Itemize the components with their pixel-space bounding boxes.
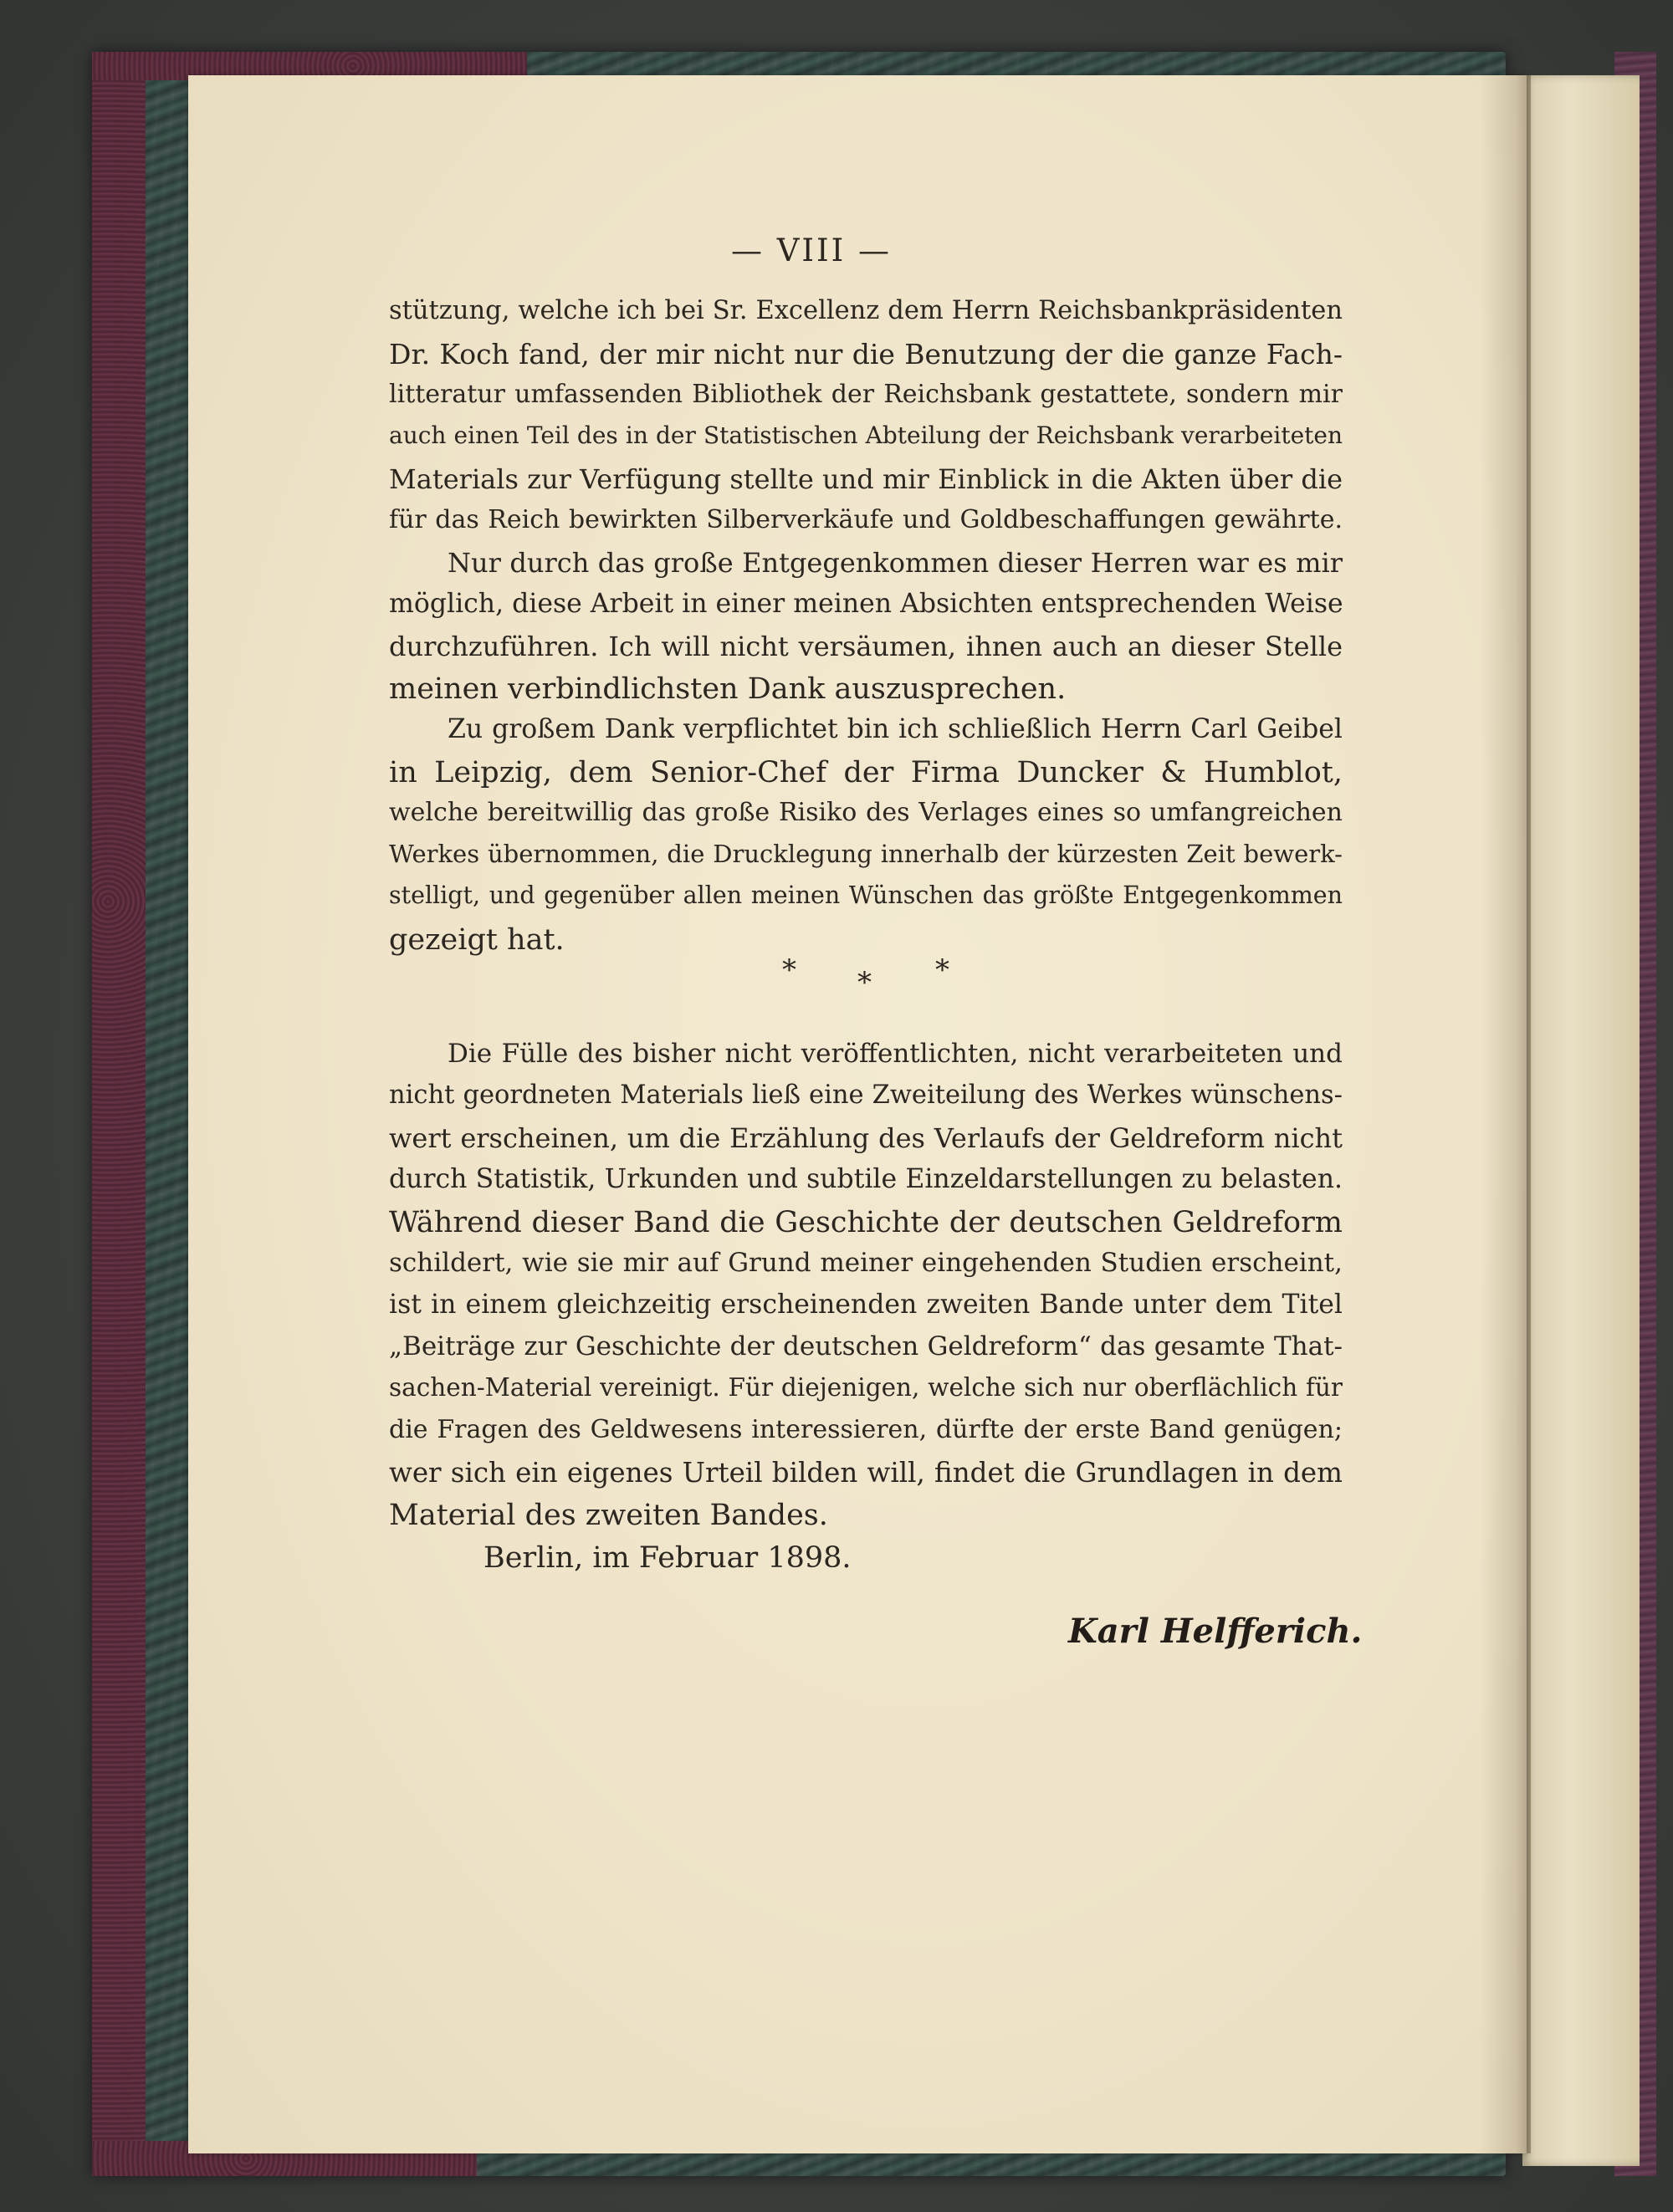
text-line: schildert, wie sie mir auf Grund meiner eingehenden Studien erscheint, bbox=[389, 1248, 1343, 1278]
text-line: Material des zweiten Bandes. bbox=[389, 1499, 828, 1532]
text-line: durchzuführen. Ich will nicht versäumen, ihnen auch an dieser Stelle bbox=[389, 631, 1343, 662]
separator-asterisk: * bbox=[935, 953, 949, 987]
place-date-line: Berlin, im Februar 1898. bbox=[483, 1541, 852, 1575]
text-line: in Leipzig, dem Senior-Chef der Firma Duncker & Humblot, bbox=[389, 756, 1343, 789]
text-line: wer sich ein eigenes Urteil bilden will, findet die Grundlagen in dem bbox=[389, 1457, 1343, 1489]
author-signature: Karl Helfferich. bbox=[1068, 1612, 1363, 1651]
text-line: stelligt, und gegenüber allen meinen Wünschen das größte Entgegenkommen bbox=[389, 881, 1343, 909]
text-line: wert erscheinen, um die Erzählung des Verlaufs der Geldreform nicht bbox=[389, 1122, 1343, 1154]
text-line: „Beiträge zur Geschichte der deutschen Geldreform“ das gesamte That- bbox=[389, 1331, 1343, 1361]
text-line: durch Statistik, Urkunden und subtile Einzeldarstellungen zu belasten. bbox=[389, 1164, 1343, 1194]
text-line: litteratur umfassenden Bibliothek der Reichsbank gestattete, sondern mir bbox=[389, 380, 1343, 409]
text-line: die Fragen des Geldwesens interessieren, dürfte der erste Band genügen; bbox=[389, 1415, 1343, 1444]
text-line: sachen-Material vereinigt. Für diejenigen, welche sich nur oberflächlich für bbox=[389, 1373, 1343, 1402]
page-gutter-shadow bbox=[1481, 75, 1531, 2153]
text-line: Dr. Koch fand, der mir nicht nur die Benutzung der die ganze Fach- bbox=[389, 338, 1343, 370]
separator-asterisk: * bbox=[782, 953, 796, 987]
text-line: meinen verbindlichsten Dank auszusprechen. bbox=[389, 672, 1067, 706]
text-line: Während dieser Band die Geschichte der deutschen Geldreform bbox=[389, 1206, 1343, 1239]
text-line: für das Reich bewirkten Silberverkäufe und Goldbeschaffungen gewährte. bbox=[389, 505, 1343, 534]
cover-leather-spine bbox=[92, 52, 146, 2176]
text-line: welche bereitwillig das große Risiko des Verlages eines so umfangreichen bbox=[389, 798, 1343, 827]
text-line: auch einen Teil des in der Statistischen Abteilung der Reichsbank verarbeiteten bbox=[389, 421, 1343, 449]
text-line: möglich, diese Arbeit in einer meinen Absichten entsprechenden Weise bbox=[389, 589, 1343, 619]
text-line: Materials zur Verfügung stellte und mir Einblick in die Akten über die bbox=[389, 463, 1343, 495]
facing-page-edge bbox=[1522, 75, 1640, 2166]
text-line: Die Fülle des bisher nicht veröffentlichten, nicht verarbeiteten und bbox=[448, 1039, 1343, 1069]
text-line: gezeigt hat. bbox=[389, 923, 565, 957]
page-number: — VIII — bbox=[730, 232, 893, 268]
text-line: nicht geordneten Materials ließ eine Zweiteilung des Werkes wünschens- bbox=[389, 1080, 1343, 1110]
text-line: Werkes übernommen, die Drucklegung innerhalb der kürzesten Zeit bewerk- bbox=[389, 840, 1343, 868]
text-line: ist in einem gleichzeitig erscheinenden zweiten Bande unter dem Titel bbox=[389, 1290, 1343, 1320]
separator-asterisk: * bbox=[857, 966, 872, 999]
text-line: Zu großem Dank verpflichtet bin ich schließlich Herrn Carl Geibel bbox=[448, 714, 1343, 744]
text-line: stützung, welche ich bei Sr. Excellenz dem Herrn Reichsbankpräsidenten bbox=[389, 296, 1343, 325]
text-line: Nur durch das große Entgegenkommen dieser Herren war es mir bbox=[448, 547, 1343, 579]
